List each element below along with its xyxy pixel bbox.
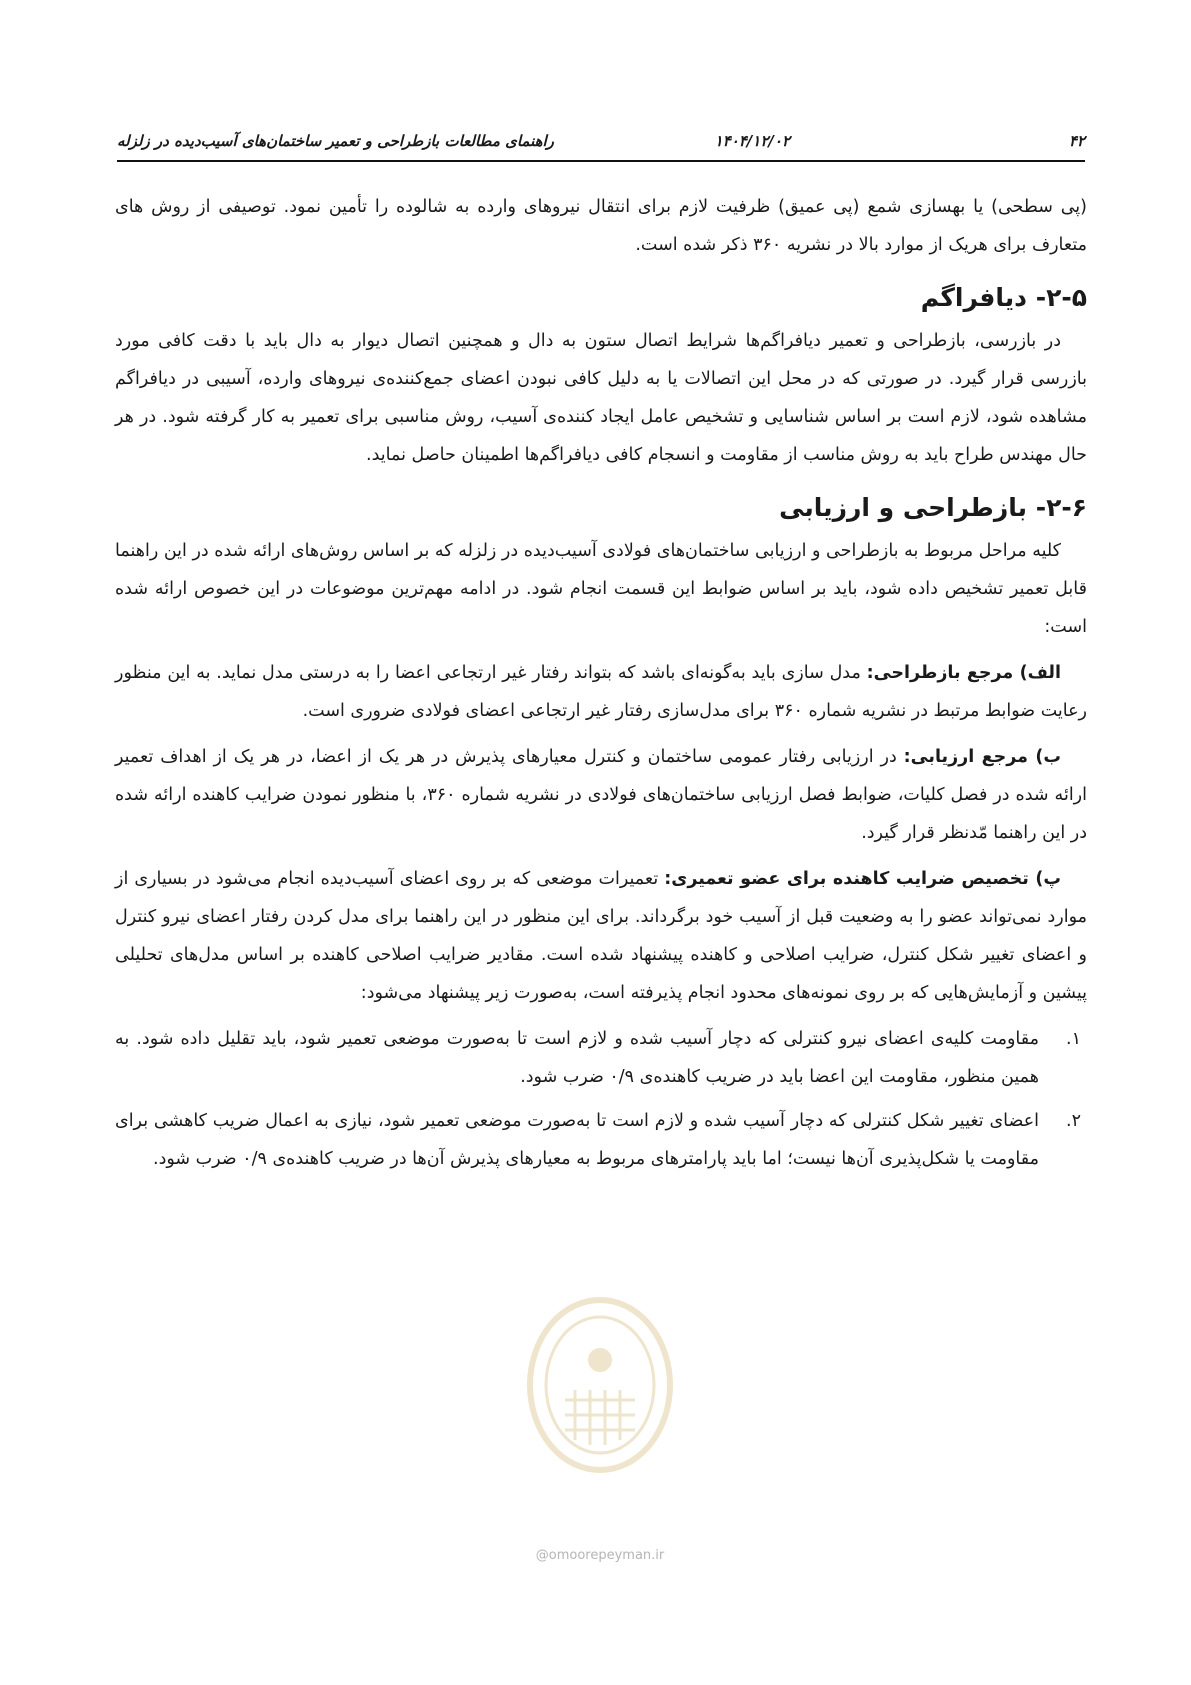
item-c-label: پ) تخصیص ضرایب کاهنده برای عضو تعمیری:	[664, 869, 1061, 889]
list-item-number: ۲.	[1066, 1111, 1081, 1131]
list-item	[115, 1020, 1087, 1096]
section-heading-redesign: ۲-۶- بازطراحی و ارزیابی	[779, 493, 1087, 522]
header-title: راهنمای مطالعات بازطراحی و تعمیر ساختمان‌های آسیب‌دیده در زلزله	[117, 132, 554, 150]
watermark-text: @omoorepeyman.ir	[535, 1548, 665, 1563]
list-item-text: مقاومت کلیه‌ی اعضای نیرو کنترلی که دچار آسیب شده و لازم است تا به‌صورت موضعی تعمیر شود، باید تقلیل داده شود. به همین منظور، مقاومت این اعضا باید در ضریب کاهنده‌ی ۰/۹ ضرب شود.	[115, 1029, 1039, 1087]
header-date: ۱۴۰۴/۱۲/۰۲	[714, 132, 790, 150]
page-number: ۴۲	[1068, 132, 1085, 150]
section-paragraph-redesign: کلیه مراحل مربوط به بازطراحی و ارزیابی ساختمان‌های فولادی آسیب‌دیده در زلزله که بر اساس روش‌های ارائه شده در این راهنما قابل تعمیر تشخیص داده شود، باید بر اساس ضوابط این قسمت انجام شود. در ادامه مهم‌ترین موضوعات در این خصوص ارائه شده است:	[115, 541, 1087, 637]
item-a-paragraph	[115, 654, 1087, 730]
item-c-paragraph	[115, 860, 1087, 1012]
list-item-text: اعضای تغییر شکل کنترلی که دچار آسیب شده و لازم است تا به‌صورت موضعی تعمیر شود، نیازی به اعمال ضریب کاهشی برای مقاومت یا شکل‌پذیری آن‌ها نیست؛ اما باید پارامترهای مربوط به معیارهای پذیرش آن‌ها در ضریب کاهنده‌ی ۰/۹ ضرب شود.	[115, 1111, 1039, 1169]
intro-paragraph: (پی سطحی) یا بهسازی شمع (پی عمیق) ظرفیت لازم برای انتقال نیروهای وارده به شالوده را تأمین نمود. توصیفی از روش های متعارف برای هریک از موارد بالا در نشریه ۳۶۰ ذکر شده است.	[115, 197, 1087, 255]
item-a-label: الف) مرجع بازطراحی:	[866, 663, 1061, 683]
item-b-paragraph	[115, 738, 1087, 852]
item-b-label: ب) مرجع ارزیابی:	[903, 747, 1061, 767]
list-item-number: ۱.	[1066, 1029, 1081, 1049]
watermark-seal-icon	[480, 1290, 720, 1480]
item-b-text: در ارزیابی رفتار عمومی ساختمان و کنترل معیارهای پذیرش در هر یک از اعضا، در هر یک از اهداف تعمیر ارائه شده در فصل کلیات، ضوابط فصل ارزیابی ساختمان‌های فولادی در نشریه شماره ۳۶۰، با منظور نمودن ضرایب کاهنده ارائه شده در این راهنما مّدنظر قرار گیرد.	[115, 747, 1087, 843]
numbered-list	[115, 1020, 1087, 1178]
section-heading-diaphragm: ۲-۵- دیافراگم	[920, 283, 1087, 312]
section-paragraph-diaphragm: در بازرسی، بازطراحی و تعمیر دیافراگم‌ها شرایط اتصال ستون به دال و همچنین اتصال دیوار به دال باید با دقت کافی مورد بازرسی قرار گیرد. در صورتی که در محل این اتصالات یا به دلیل کافی نبودن اعضای جمع‌کننده‌ی نیروهای وارده، آسیبی در دیافراگم مشاهده شود، لازم است بر اساس شناسایی و تشخیص عامل ایجاد کننده‌ی آسیب، روش مناسبی برای تعمیر به کار گرفته شود. در هر حال مهندس طراح باید به روش مناسب از مقاومت و انسجام کافی دیافراگم‌ها اطمینان حاصل نماید.	[115, 331, 1087, 465]
document-body	[115, 188, 1087, 1184]
page-header	[117, 126, 1085, 162]
item-c-text: تعمیرات موضعی که بر روی اعضای آسیب‌دیده انجام می‌شود در بسیاری از موارد نمی‌تواند عضو را به وضعیت قبل از آسیب خود برگرداند. برای این منظور در این راهنما برای مدل کردن رفتار اعضای نیرو کنترل و اعضای تغییر شکل کنترل، ضرایب اصلاحی و کاهنده پیشنهاد شده است. مقادیر ضرایب اصلاحی کاهنده بر اساس مدل‌های تحلیلی پیشین و آزمایش‌هایی که بر روی نمونه‌های محدود انجام پذیرفته است، به‌صورت زیر پیشنهاد می‌شود:	[115, 869, 1087, 1003]
list-item	[115, 1102, 1087, 1178]
item-a-text: مدل سازی باید به‌گونه‌ای باشد که بتواند رفتار غیر ارتجاعی اعضا را به درستی مدل نماید. به این منظور رعایت ضوابط مرتبط در نشریه شماره ۳۶۰ برای مدل‌سازی رفتار غیر ارتجاعی اعضای فولادی ضروری است.	[115, 663, 1087, 721]
